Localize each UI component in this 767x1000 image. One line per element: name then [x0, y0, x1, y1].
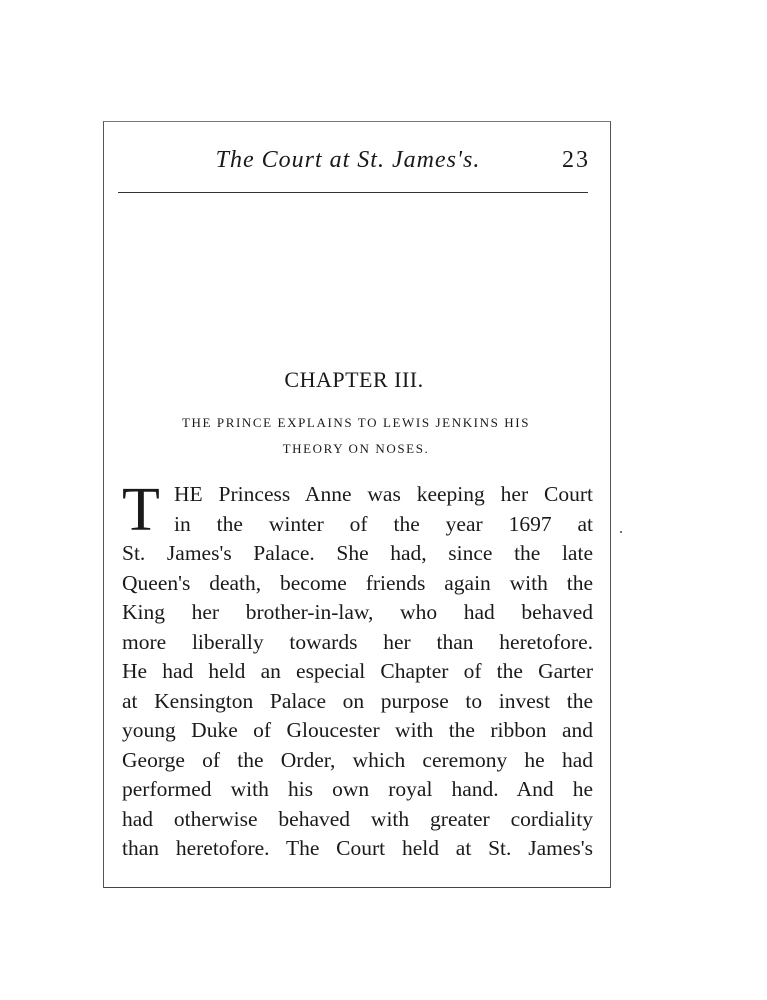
text-line-2: in the winter of the year 1697 at: [174, 511, 593, 536]
text-line-1: HE Princess Anne was keeping her Court: [174, 482, 593, 506]
text-line-4: Queen's death, become friends again with the: [122, 570, 593, 595]
chapter-subtitle-line-1: THE PRINCE EXPLAINS TO LEWIS JENKINS HIS: [181, 415, 531, 430]
chapter-subtitle: [132, 410, 580, 462]
running-title: The Court at St. James's.: [215, 147, 481, 173]
text-line-9: young Duke of Gloucester with the ribbon and: [122, 718, 593, 742]
text-line-12: had otherwise behaved with greater cordiality: [122, 806, 593, 831]
body-text: [122, 476, 593, 864]
text-line-10: George of the Order, which ceremony he had: [122, 747, 593, 772]
header-rule: [118, 192, 588, 193]
text-line-11: performed with his own royal hand. And he: [122, 777, 593, 801]
running-head: [118, 144, 590, 184]
chapter-title: CHAPTER III.: [284, 367, 424, 392]
text-line-6: more liberally towards her than heretofore.: [122, 629, 593, 654]
text-line-7: He had held an especial Chapter of the Garter: [122, 659, 593, 683]
text-line-8: at Kensington Palace on purpose to invest the: [122, 688, 593, 713]
chapter-subtitle-line-2: THEORY ON NOSES.: [282, 441, 430, 456]
text-line-3: St. James's Palace. She had, since the late: [122, 541, 593, 565]
ink-speck: [620, 531, 622, 533]
page-number: 23: [562, 147, 590, 173]
text-line-13: than heretofore. The Court held at St. James's: [122, 836, 593, 860]
drop-cap: T: [122, 476, 160, 544]
text-line-5: King her brother-in-law, who had behaved: [122, 600, 593, 624]
